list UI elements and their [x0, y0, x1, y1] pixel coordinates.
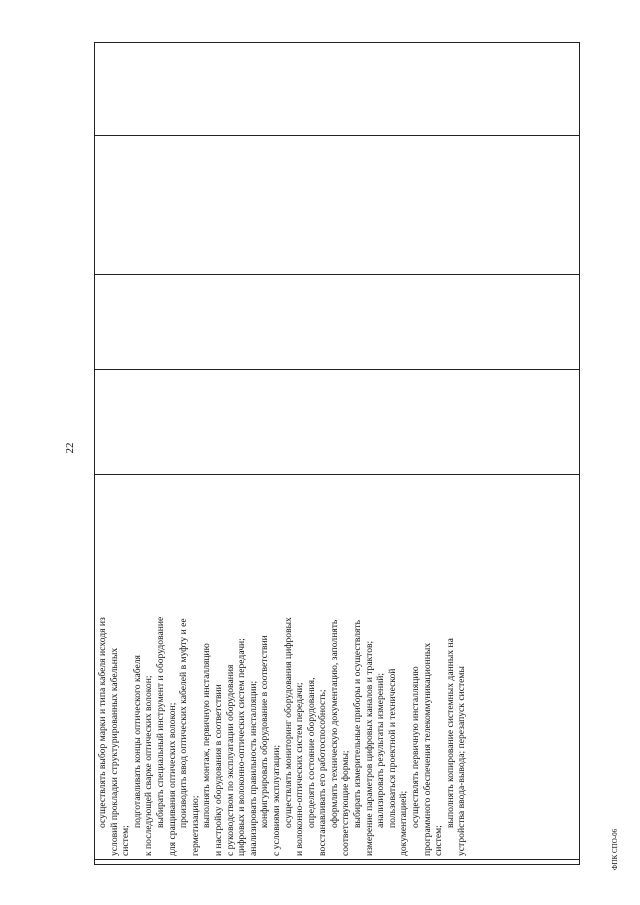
table-column-empty-4: [95, 43, 579, 135]
skill-line: систем;: [120, 825, 132, 857]
table-column-empty-3: [95, 135, 579, 275]
skill-line: программного обеспечения телекоммуникационных: [421, 642, 433, 857]
table-container: [94, 42, 580, 865]
skill-line: с условиями эксплуатации;: [270, 745, 282, 857]
table-column-index: [95, 859, 579, 864]
skill-line: анализировать результаты измерений;: [375, 672, 387, 829]
skill-line: цифровых и волоконно-оптических систем передачи;: [236, 638, 248, 857]
skill-line: соответствующие формы;: [340, 750, 352, 857]
table-cell-skills: [95, 474, 579, 859]
skill-line: для сращивания оптических волокон;: [166, 702, 178, 857]
skill-line: выполнять монтаж, первичную инсталляцию: [201, 643, 213, 829]
competency-table: [94, 42, 580, 865]
table-column-empty-1: [95, 369, 579, 474]
page-number: 22: [64, 442, 76, 454]
skill-line: с руководством по эксплуатации оборудования: [224, 664, 236, 857]
skill-line: производить ввод оптических кабелей в муфту и ее: [178, 618, 190, 829]
skill-line: подготавливать концы оптического кабеля: [131, 655, 143, 829]
skill-line: конфигурировать оборудование в соответствии: [259, 635, 271, 829]
skill-line: восстанавливать его работоспособность;: [317, 689, 329, 857]
skill-line: оформлять техническую документацию, заполнять: [328, 619, 340, 829]
skill-line: определять состояние оборудования,: [305, 677, 317, 829]
skill-line: анализировать правильность инсталляции;: [247, 680, 259, 857]
skill-line: к последующей сварке оптических волокон;: [143, 675, 155, 857]
skill-line: измерение параметров цифровых каналов и трактов;: [363, 640, 375, 857]
skill-line: пользоваться проектной и технической: [386, 668, 398, 829]
skill-line: осуществлять мониторинг оборудования цифровых: [282, 617, 294, 829]
skill-line: осуществлять первичную инсталляцию: [410, 666, 422, 829]
skill-line: и настройку оборудования в соответствии: [212, 684, 224, 857]
skill-line: выбирать измерительные приборы и осуществлять: [352, 619, 364, 829]
footer-code: ФПК СПО-06: [611, 828, 619, 870]
skill-line: условий прокладки структурированных кабельных: [108, 647, 120, 857]
skill-line: документацией;: [398, 790, 410, 857]
skill-line: осуществлять выбор марки и типа кабеля исходя из: [97, 617, 108, 829]
skill-line: и волоконно-оптических систем передачи;: [294, 682, 306, 857]
skill-line: выполнять копирование системных данных на: [444, 638, 456, 829]
table-column-empty-2: [95, 274, 579, 369]
skill-line: систем;: [433, 825, 445, 857]
skill-line: устройства ввода-вывода; перезапуск системы: [456, 666, 468, 857]
skill-line: выбирать специальный инструмент и оборудование: [154, 616, 166, 829]
skill-line: герметизацию;: [189, 795, 201, 857]
